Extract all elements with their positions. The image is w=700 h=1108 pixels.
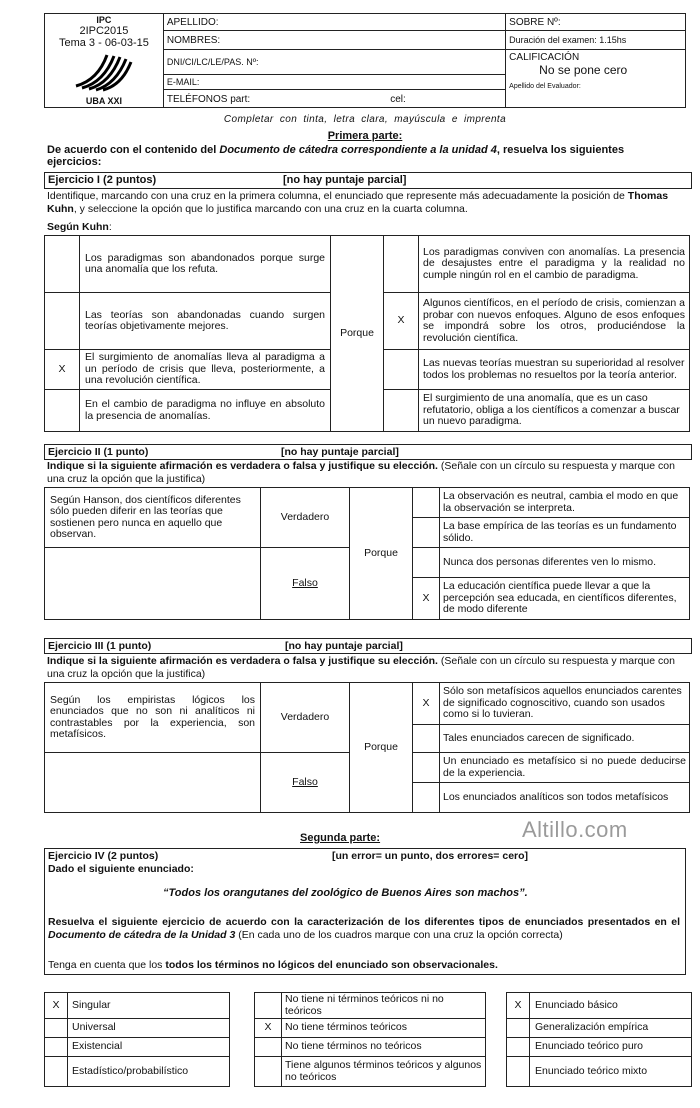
t2-mark-0[interactable]: [255, 993, 282, 1019]
ej1-left-option-0: Los paradigmas son abandonados porque surge una anomalía que los refuta.: [80, 236, 331, 293]
ej1-mark-left-2[interactable]: X: [45, 350, 80, 390]
t1-mark-2[interactable]: [45, 1038, 68, 1057]
ej3-porque: Porque: [350, 683, 413, 813]
ej4-dado: Dado el siguiente enunciado:: [48, 863, 194, 875]
ej3-mark-2[interactable]: [413, 753, 440, 783]
calificacion-value: No se pone cero: [539, 63, 628, 77]
ej2-mark-0[interactable]: [413, 488, 440, 518]
ej3-falso[interactable]: Falso: [261, 753, 350, 813]
ej2-statement: Según Hanson, dos científicos diferentes sólo pueden diferir en las teorías que sostienen pero nunca en aquello que observan.: [45, 488, 261, 548]
calificacion-cell: [506, 50, 686, 108]
ej1-right-option-1: Algunos científicos, en el período de crisis, comienzan a probar con nuevos enfoques. Alguno de esos enfoques se impondrá sobre los otros, produciéndose la revolución científica.: [419, 293, 690, 350]
instructions-text: Completar con tinta, letra clara, mayúscula e imprenta: [223, 114, 507, 125]
t2-mark-2[interactable]: [255, 1038, 282, 1057]
ej2-option-1: La base empírica de las teorías es un fundamento sólido.: [440, 518, 690, 548]
ej3-option-0: Sólo son metafísicos aquellos enunciados carentes de significado cognoscitivo, cuando son usados como si lo tuvieran.: [440, 683, 690, 725]
telefonos-field[interactable]: TELÉFONOS part: cel:: [163, 90, 505, 108]
ej4-tenga: Tenga en cuenta que los todos los términos no lógicos del enunciado son observacionales.: [48, 959, 498, 971]
header-logo-cell: [45, 14, 164, 108]
ej2-porque: Porque: [350, 488, 413, 620]
ipc-label: IPC: [96, 15, 112, 25]
t2-option-3: Tiene algunos términos teóricos y algunos no teóricos: [282, 1057, 486, 1087]
t3-option-1: Generalización empírica: [530, 1019, 692, 1038]
nombres-field[interactable]: NOMBRES:: [163, 31, 505, 50]
ej1-mark-left-3[interactable]: [45, 390, 80, 432]
ej1-left-option-3: En el cambio de paradigma no influye en absoluto la presencia de anomalías.: [80, 390, 331, 432]
ej4-puntaje: [un error= un punto, dos errores= cero]: [332, 850, 529, 862]
t2-option-1: No tiene términos teóricos: [282, 1019, 486, 1038]
ej1-left-option-1: Las teorías son abandonadas cuando surgen teorías objetivamente mejores.: [80, 293, 331, 350]
t1-mark-1[interactable]: [45, 1019, 68, 1038]
primera-intro: De acuerdo con el contenido del Documento de cátedra correspondiente a la unidad 4, resuelva los siguientes ejercicios:: [47, 144, 625, 168]
ej1-table: [44, 235, 690, 432]
ej2-option-2: Nunca dos personas diferentes ven lo mismo.: [440, 548, 690, 578]
ej3-verdadero[interactable]: Verdadero: [261, 683, 350, 753]
ej3-option-3: Los enunciados analíticos son todos metafísicos: [440, 783, 690, 813]
ej1-mark-left-1[interactable]: [45, 293, 80, 350]
email-field[interactable]: E-MAIL:: [163, 75, 505, 90]
ej1-porque: Porque: [331, 236, 384, 432]
ej2-mark-2[interactable]: [413, 548, 440, 578]
sobre-field[interactable]: SOBRE Nº:: [506, 14, 686, 31]
altillo-watermark: Altillo.com: [522, 817, 628, 842]
ej2-option-3: La educación científica puede llevar a que la percepción sea educada, en científicos diferentes, de modo diferente: [440, 578, 690, 620]
apellido-field[interactable]: APELLIDO:: [163, 14, 505, 31]
ej1-mark-right-3[interactable]: [384, 390, 419, 432]
evaluador-label: Apellido del Evaluador:: [509, 83, 581, 90]
ej4-box: [44, 848, 686, 975]
ej3-option-1: Tales enunciados carecen de significado.: [440, 725, 690, 753]
ej1-mark-left-0[interactable]: [45, 236, 80, 293]
ej2-title-box: Ejercicio II (1 punto) [no hay puntaje parcial]: [44, 444, 692, 460]
t3-option-2: Enunciado teórico puro: [530, 1038, 692, 1057]
ej4-table-3: [506, 992, 692, 1087]
header-table: [44, 13, 686, 108]
ej1-left-option-2: El surgimiento de anomalías lleva al paradigma a un período de crisis que lleva, posteriormente, a una revolución científica.: [80, 350, 331, 390]
t3-option-3: Enunciado teórico mixto: [530, 1057, 692, 1087]
t1-option-1: Universal: [68, 1019, 230, 1038]
ej4-table-2: [254, 992, 486, 1087]
t2-mark-3[interactable]: [255, 1057, 282, 1087]
ej4-quote: “Todos los orangutanes del zoológico de Buenos Aires son machos”.: [163, 887, 528, 899]
ej1-right-option-3: El surgimiento de una anomalía, que es un caso refutatorio, obliga a los científicos a comenzar a buscar un nuevo paradigma.: [419, 390, 690, 432]
t2-option-2: No tiene términos no teóricos: [282, 1038, 486, 1057]
ej3-consigna: Indique si la siguiente afirmación es verdadera o falsa y justifique su elección. (Señale con un círculo su respuesta y marque con una cruz la opción que la justifica): [47, 655, 675, 680]
t3-mark-2[interactable]: [507, 1038, 530, 1057]
ej3-mark-3[interactable]: [413, 783, 440, 813]
t3-mark-1[interactable]: [507, 1019, 530, 1038]
uba-logo-icon: [74, 52, 134, 92]
ej3-option-2: Un enunciado es metafísico si no puede deducirse de la experiencia.: [440, 753, 690, 783]
ej1-mark-right-0[interactable]: [384, 236, 419, 293]
ej3-statement-blank: [45, 753, 261, 813]
ej1-mark-right-2[interactable]: [384, 350, 419, 390]
ej2-statement-blank: [45, 548, 261, 620]
ej4-title: Ejercicio IV (2 puntos): [48, 850, 159, 862]
ej3-title-box: Ejercicio III (1 punto) [no hay puntaje parcial]: [44, 638, 692, 654]
uba-logo-text: UBA XXI: [85, 96, 122, 106]
ej1-right-option-2: Las nuevas teorías muestran su superioridad al resolver todos los problemas no resueltos por la teoría anterior.: [419, 350, 690, 390]
t3-option-0: Enunciado básico: [530, 993, 692, 1019]
segunda-parte-title: Segunda parte:: [300, 832, 381, 844]
ej1-mark-right-1[interactable]: X: [384, 293, 419, 350]
duracion-cell: Duración del examen: 1.15hs: [506, 31, 686, 50]
t1-option-3: Estadístico/probabilístico: [68, 1057, 230, 1087]
ej2-mark-3[interactable]: X: [413, 578, 440, 620]
t1-option-0: Singular: [68, 993, 230, 1019]
dni-field[interactable]: DNI/CI/LC/LE/PAS. Nº:: [163, 50, 505, 75]
ej3-table: [44, 682, 690, 813]
calificacion-label: CALIFICACIÓN: [509, 52, 580, 63]
tema-date: Tema 3 - 06-03-15: [58, 37, 149, 49]
ej1-right-option-0: Los paradigmas conviven con anomalías. La presencia de desajustes entre el paradigma y la realidad no cumple ningún rol en el cambio de paradigma.: [419, 236, 690, 293]
ej2-option-0: La observación es neutral, cambia el modo en que la observación se interpreta.: [440, 488, 690, 518]
ej1-consigna: Identifique, marcando con una cruz en la primera columna, el enunciado que represente más adecuadamente la posición de Thomas Kuhn, y seleccione la opción que lo justifica marcando con una cruz en la cuarta columna.: [47, 190, 669, 215]
t1-option-2: Existencial: [68, 1038, 230, 1057]
t3-mark-0[interactable]: X: [507, 993, 530, 1019]
t1-mark-3[interactable]: [45, 1057, 68, 1087]
t2-mark-1[interactable]: X: [255, 1019, 282, 1038]
ej2-consigna: Indique si la siguiente afirmación es verdadera o falsa y justifique su elección. (Señale con un círculo su respuesta y marque con una cruz la opción que la justifica): [47, 460, 675, 485]
ej1-title-box: Ejercicio I (2 puntos) [no hay puntaje parcial]: [44, 172, 692, 189]
ej3-mark-0[interactable]: X: [413, 683, 440, 725]
t1-mark-0[interactable]: X: [45, 993, 68, 1019]
exam-code: 2IPC2015: [79, 25, 129, 37]
ej2-mark-1[interactable]: [413, 518, 440, 548]
ej2-falso[interactable]: Falso: [261, 548, 350, 620]
segun-kuhn: Según Kuhn:: [47, 221, 112, 233]
ej3-statement: Según los empiristas lógicos los enunciados que no son ni analíticos ni contrastables por la experiencia, son metafísicos.: [45, 683, 261, 753]
ej4-resuelva: Resuelva el siguiente ejercicio de acuerdo con la caracterización de los diferentes tipos de enunciados presentados en el Documento de cátedra de la Unidad 3 (En cada uno de los cuadros marque con una cruz la opción correcta): [48, 916, 680, 941]
t3-mark-3[interactable]: [507, 1057, 530, 1087]
ej3-mark-1[interactable]: [413, 725, 440, 753]
ej4-table-1: [44, 992, 230, 1087]
ej2-table: [44, 487, 690, 620]
t2-option-0: No tiene ni términos teóricos ni no teóricos: [282, 993, 486, 1019]
ej2-verdadero[interactable]: Verdadero: [261, 488, 350, 548]
primera-parte-title: Primera parte:: [327, 130, 403, 142]
